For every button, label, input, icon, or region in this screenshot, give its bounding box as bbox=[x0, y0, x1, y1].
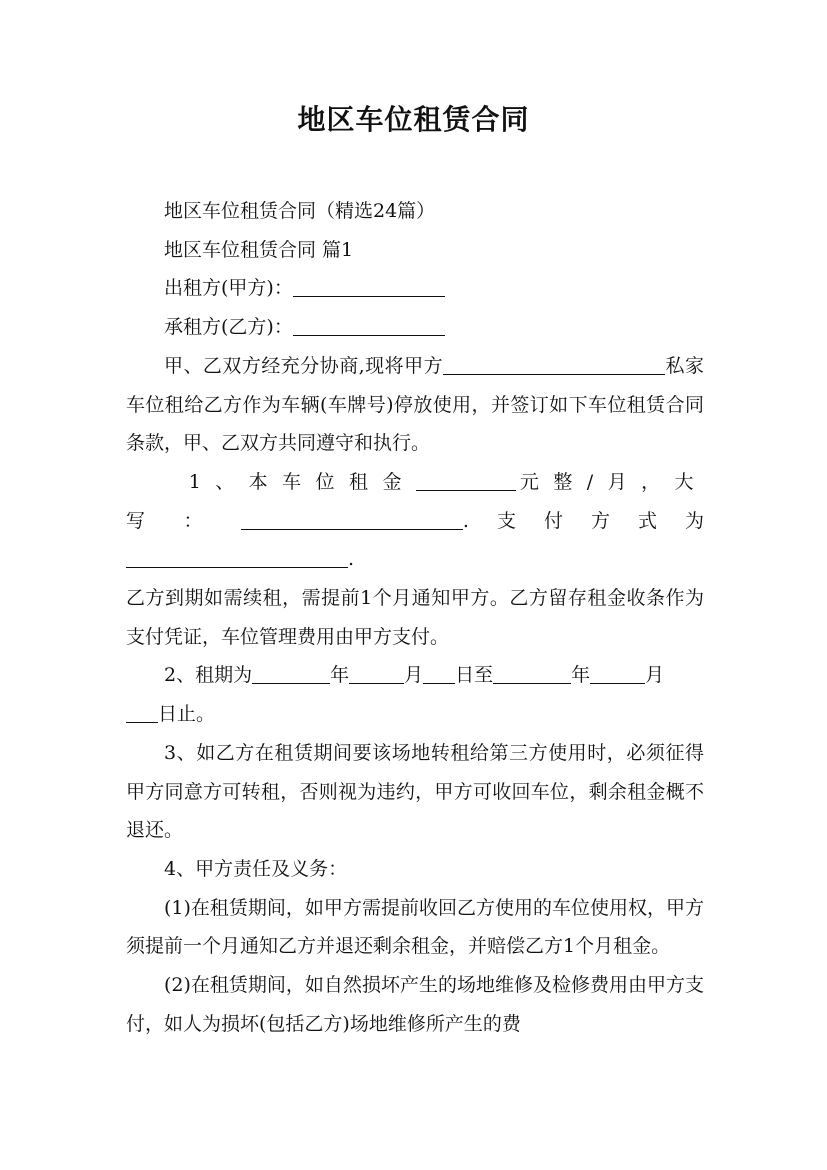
clause-2-year-1: 年 bbox=[330, 664, 350, 687]
lessor-label: 出租方(甲方)： bbox=[164, 277, 293, 300]
paragraph-clause-2 bbox=[126, 656, 704, 733]
paragraph-clause-3: 3、如乙方在租赁期间要该场地转租给第三方使用时，必须征得甲方同意方可转租，否则视为违约，甲方可收回车位，剩余租金概不退还。 bbox=[126, 741, 704, 842]
paragraph-section-heading: 地区车位租赁合同 篇1 bbox=[164, 238, 354, 261]
paragraph-clause-4-heading: 4、甲方责任及义务： bbox=[164, 857, 348, 880]
rent-uppercase-blank bbox=[241, 507, 463, 530]
lessor-blank bbox=[293, 274, 445, 297]
paragraph-lessee bbox=[126, 308, 704, 347]
document-body bbox=[126, 192, 704, 1043]
paragraph-clause-4-2: (2)在租赁期间，如自然损坏产生的场地维修及检修费用由甲方支付，如人为损坏(包括乙方)场地维修所产生的费 bbox=[126, 974, 704, 1035]
clause-2-year-2: 年 bbox=[571, 664, 591, 687]
paragraph-intro bbox=[126, 347, 704, 463]
end-year-blank bbox=[493, 661, 571, 684]
intro-text-a: 甲、乙双方经充分协商,现将甲方 bbox=[164, 354, 444, 377]
parking-owner-blank bbox=[443, 352, 665, 375]
paragraph-clause-1 bbox=[126, 463, 704, 657]
clause-2-month-2: 月 bbox=[645, 664, 665, 687]
end-month-blank bbox=[590, 661, 645, 684]
paragraph-clause-4-1: (1)在租赁期间，如甲方需提前收回乙方使用的车位使用权，甲方须提前一个月通知乙方并退还剩余租金，并赔偿乙方1个月租金。 bbox=[126, 896, 704, 958]
paragraph-subtitle: 地区车位租赁合同（精选24篇） bbox=[164, 200, 436, 222]
lessee-label: 承租方(乙方)： bbox=[164, 316, 293, 339]
clause-2-month-1: 月 bbox=[404, 664, 424, 687]
clause-1-text-c: .支付方式为 bbox=[462, 509, 704, 532]
clause-2-end: 日止。 bbox=[158, 703, 216, 726]
clause-2-text-a: 2、租期为 bbox=[164, 664, 253, 687]
clause-1-text-b: 元整/月，大写： bbox=[126, 470, 704, 532]
clause-1-text-d: . bbox=[348, 548, 355, 571]
intro-text-b: 私家车位租给乙方作为车辆(车牌号)停放使用，并签订如下车位租赁合同条款，甲、乙双方共同遵守和执行。 bbox=[126, 354, 704, 455]
rent-amount-blank bbox=[416, 468, 516, 491]
paragraph-lessor bbox=[126, 269, 704, 308]
document-title: 地区车位租赁合同 bbox=[297, 103, 530, 136]
start-month-blank bbox=[349, 661, 404, 684]
clause-1-text-e: 乙方到期如需续租，需提前1个月通知甲方。乙方留存租金收条作为支付凭证，车位管理费用由甲方支付。 bbox=[126, 587, 704, 648]
clause-1-text-a: 1、本车位租金 bbox=[188, 470, 416, 493]
clause-2-day-1: 日至 bbox=[455, 664, 494, 687]
start-year-blank bbox=[252, 661, 330, 684]
payment-method-blank bbox=[126, 545, 348, 568]
lessee-blank bbox=[293, 313, 445, 336]
end-day-blank bbox=[126, 700, 158, 723]
start-day-blank bbox=[423, 661, 455, 684]
